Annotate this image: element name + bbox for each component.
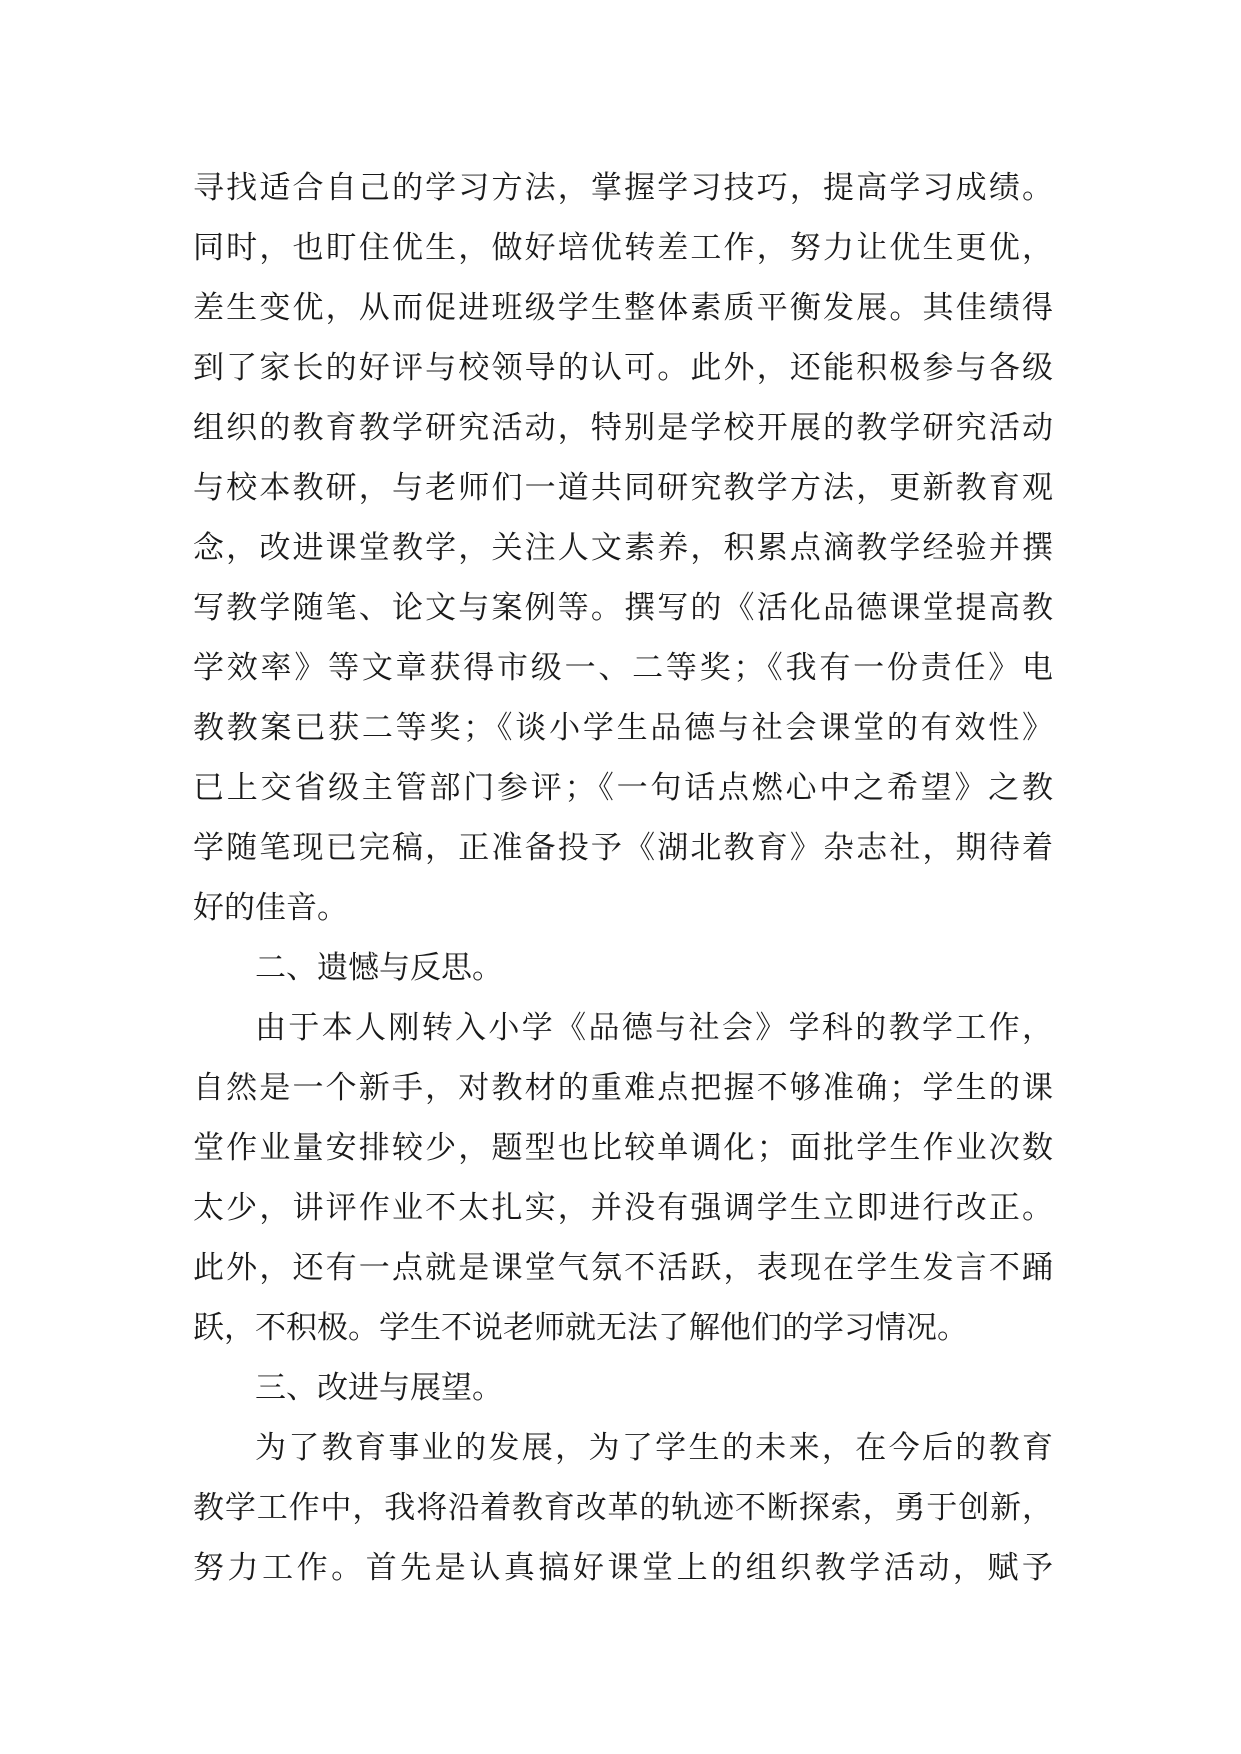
section-heading: 二、遗憾与反思。	[255, 950, 503, 986]
text-line: 跃，不积极。学生不说老师就无法了解他们的学习情况。	[193, 1310, 968, 1346]
text-line: 堂作业量安排较少，题型也比较单调化；面批学生作业次数	[193, 1130, 1053, 1166]
text-line: 学效率》等文章获得市级一、二等奖；《我有一份责任》电	[193, 650, 1053, 686]
text-line: 太少，讲评作业不太扎实，并没有强调学生立即进行改正。	[193, 1190, 1053, 1226]
text-line: 已上交省级主管部门参评；《一句话点燃心中之希望》之教	[193, 770, 1053, 806]
text-line: 自然是一个新手，对教材的重难点把握不够准确；学生的课	[193, 1070, 1053, 1106]
text-line: 组织的教育教学研究活动，特别是学校开展的教学研究活动	[193, 410, 1053, 446]
text-line: 到了家长的好评与校领导的认可。此外，还能积极参与各级	[193, 350, 1053, 386]
text-line: 念，改进课堂教学，关注人文素养，积累点滴教学经验并撰	[193, 530, 1053, 566]
text-line: 同时，也盯住优生，做好培优转差工作，努力让优生更优，	[193, 230, 1053, 266]
text-line: 努力工作。首先是认真搞好课堂上的组织教学活动，赋予	[193, 1550, 1053, 1586]
text-line: 教教案已获二等奖；《谈小学生品德与社会课堂的有效性》	[193, 710, 1053, 746]
text-line: 差生变优，从而促进班级学生整体素质平衡发展。其佳绩得	[193, 290, 1053, 326]
section-heading: 三、改进与展望。	[255, 1370, 503, 1406]
text-line: 教学工作中，我将沿着教育改革的轨迹不断探索，勇于创新，	[193, 1490, 1053, 1526]
text-line: 寻找适合自己的学习方法，掌握学习技巧，提高学习成绩。	[193, 170, 1053, 206]
text-line: 此外，还有一点就是课堂气氛不活跃，表现在学生发言不踊	[193, 1250, 1053, 1286]
document-body	[193, 158, 1053, 1598]
paragraph-first-line: 由于本人刚转入小学《品德与社会》学科的教学工作，	[255, 1010, 1053, 1046]
text-line: 与校本教研，与老师们一道共同研究教学方法，更新教育观	[193, 470, 1053, 506]
text-line: 写教学随笔、论文与案例等。撰写的《活化品德课堂提高教	[193, 590, 1053, 626]
text-line: 好的佳音。	[193, 890, 348, 926]
text-line: 学随笔现已完稿，正准备投予《湖北教育》杂志社，期待着	[193, 830, 1053, 866]
paragraph-first-line: 为了教育事业的发展，为了学生的未来，在今后的教育	[255, 1430, 1053, 1466]
